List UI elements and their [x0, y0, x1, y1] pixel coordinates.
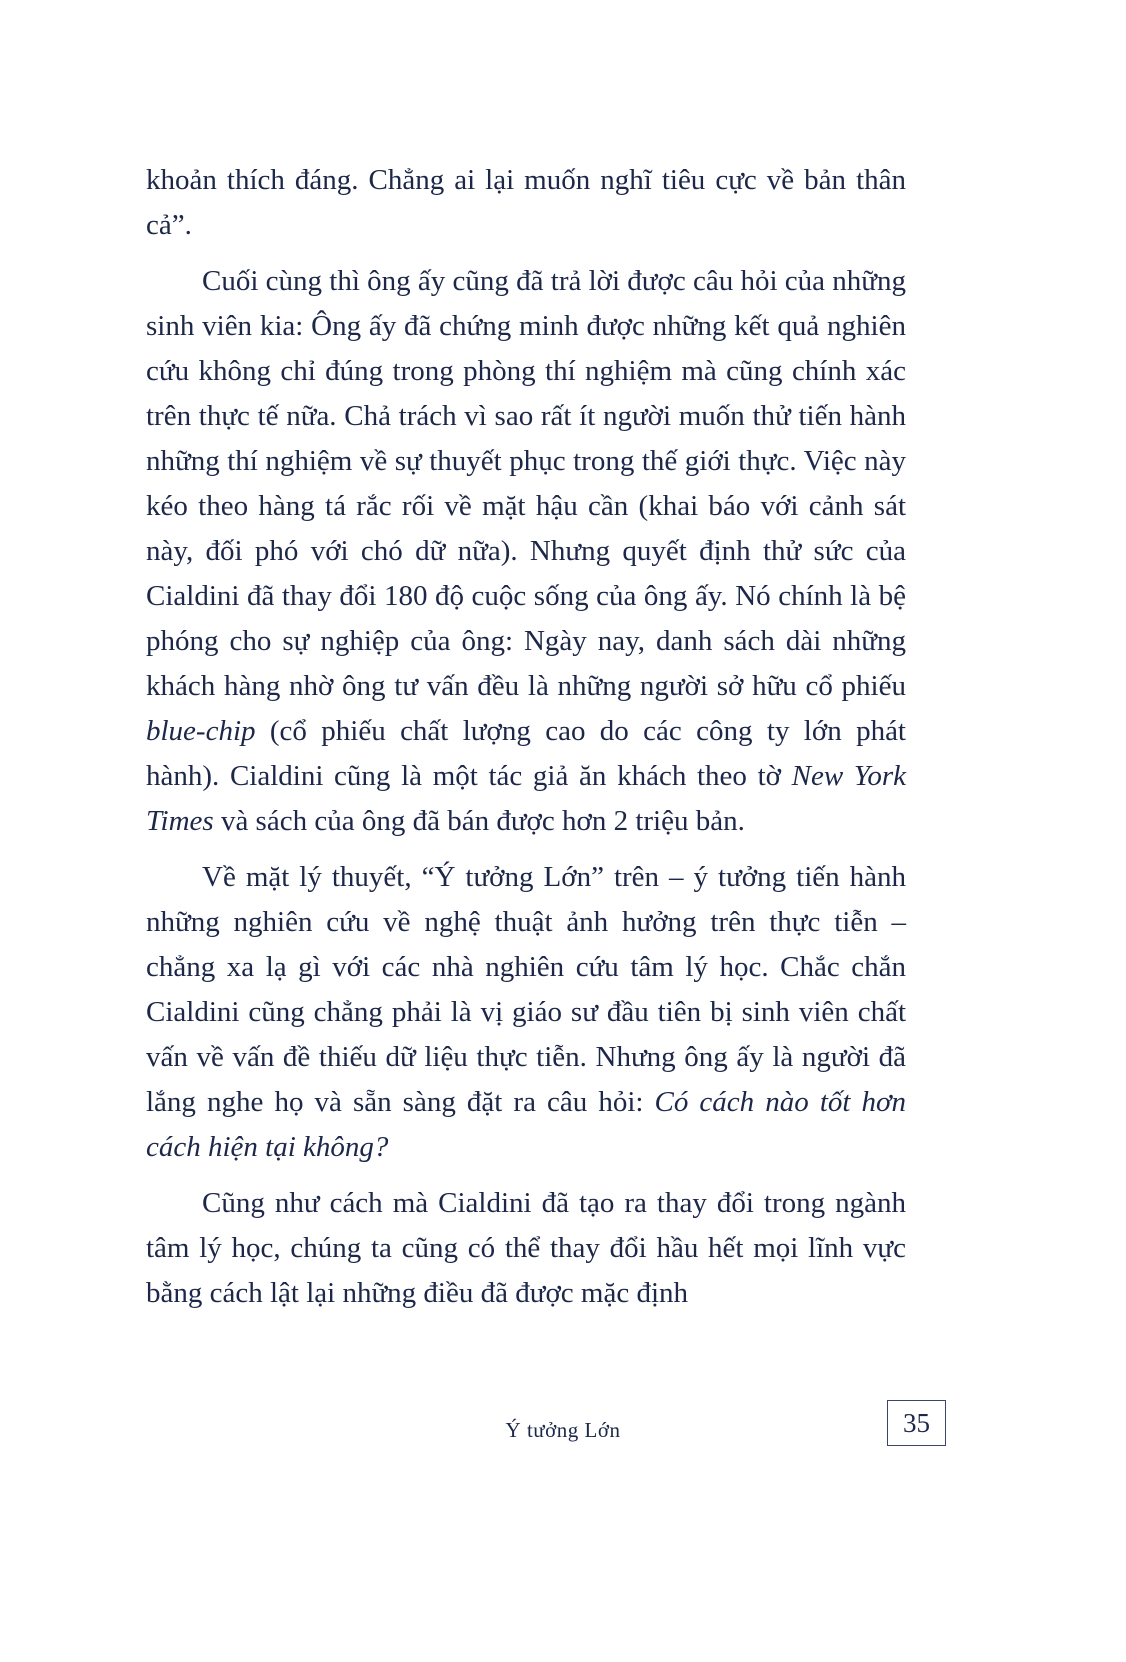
footer-running-title: Ý tưởng Lớn	[505, 1418, 621, 1442]
text-run: (cổ phiếu chất lượng cao do các công ty lớn phát hành). Cialdini cũng là một tác giả ăn khách theo tờ	[146, 715, 906, 792]
paragraph	[146, 1181, 906, 1316]
paragraph	[146, 259, 906, 844]
paragraph	[146, 855, 906, 1170]
text-run: Cũng như cách mà Cialdini đã tạo ra thay đổi trong ngành tâm lý học, chúng ta cũng có thể thay đổi hầu hết mọi lĩnh vực bằng cách lật lại những điều đã được mặc định	[146, 1187, 906, 1309]
paragraph	[146, 158, 906, 248]
text-run: Về mặt lý thuyết, “Ý tưởng Lớn” trên – ý tưởng tiến hành những nghiên cứu về nghệ thuật ảnh hưởng trên thực tiễn – chẳng xa lạ gì với các nhà nghiên cứu tâm lý học. Chắc chắn Cialdini cũng chẳng phải là vị giáo sư đầu tiên bị sinh viên chất vấn về vấn đề thiếu dữ liệu thực tiễn. Nhưng ông ấy là người đã lắng nghe họ và sẵn sàng đặt ra câu hỏi:	[146, 861, 906, 1118]
text-run: khoản thích đáng. Chẳng ai lại muốn nghĩ tiêu cực về bản thân cả”.	[146, 164, 906, 241]
italic-text-run: blue-chip	[146, 715, 256, 747]
page-number-box	[887, 1400, 946, 1446]
italic-text-run: New York Times	[146, 760, 906, 837]
italic-text-run: Có cách nào tốt hơn cách hiện tại không?	[146, 1086, 906, 1163]
text-run: Cuối cùng thì ông ấy cũng đã trả lời được câu hỏi của những sinh viên kia: Ông ấy đã chứng minh được những kết quả nghiên cứu không chỉ đúng trong phòng thí nghiệm mà cũng chính xác trên thực tế nữa. Chả trách vì sao rất ít người muốn thử tiến hành những thí nghiệm về sự thuyết phục trong thế giới thực. Việc này kéo theo hàng tá rắc rối về mặt hậu cần (khai báo với cảnh sát này, đối phó với chó dữ nữa). Nhưng quyết định thử sức của Cialdini đã thay đổi 180 độ cuộc sống của ông ấy. Nó chính là bệ phóng cho sự nghiệp của ông: Ngày nay, danh sách dài những khách hàng nhờ ông tư vấn đều là những người sở hữu cổ phiếu	[146, 265, 906, 702]
page-number: 35	[903, 1407, 930, 1438]
text-run: và sách của ông đã bán được hơn 2 triệu bản.	[213, 805, 745, 837]
body-text-block	[146, 158, 906, 1327]
